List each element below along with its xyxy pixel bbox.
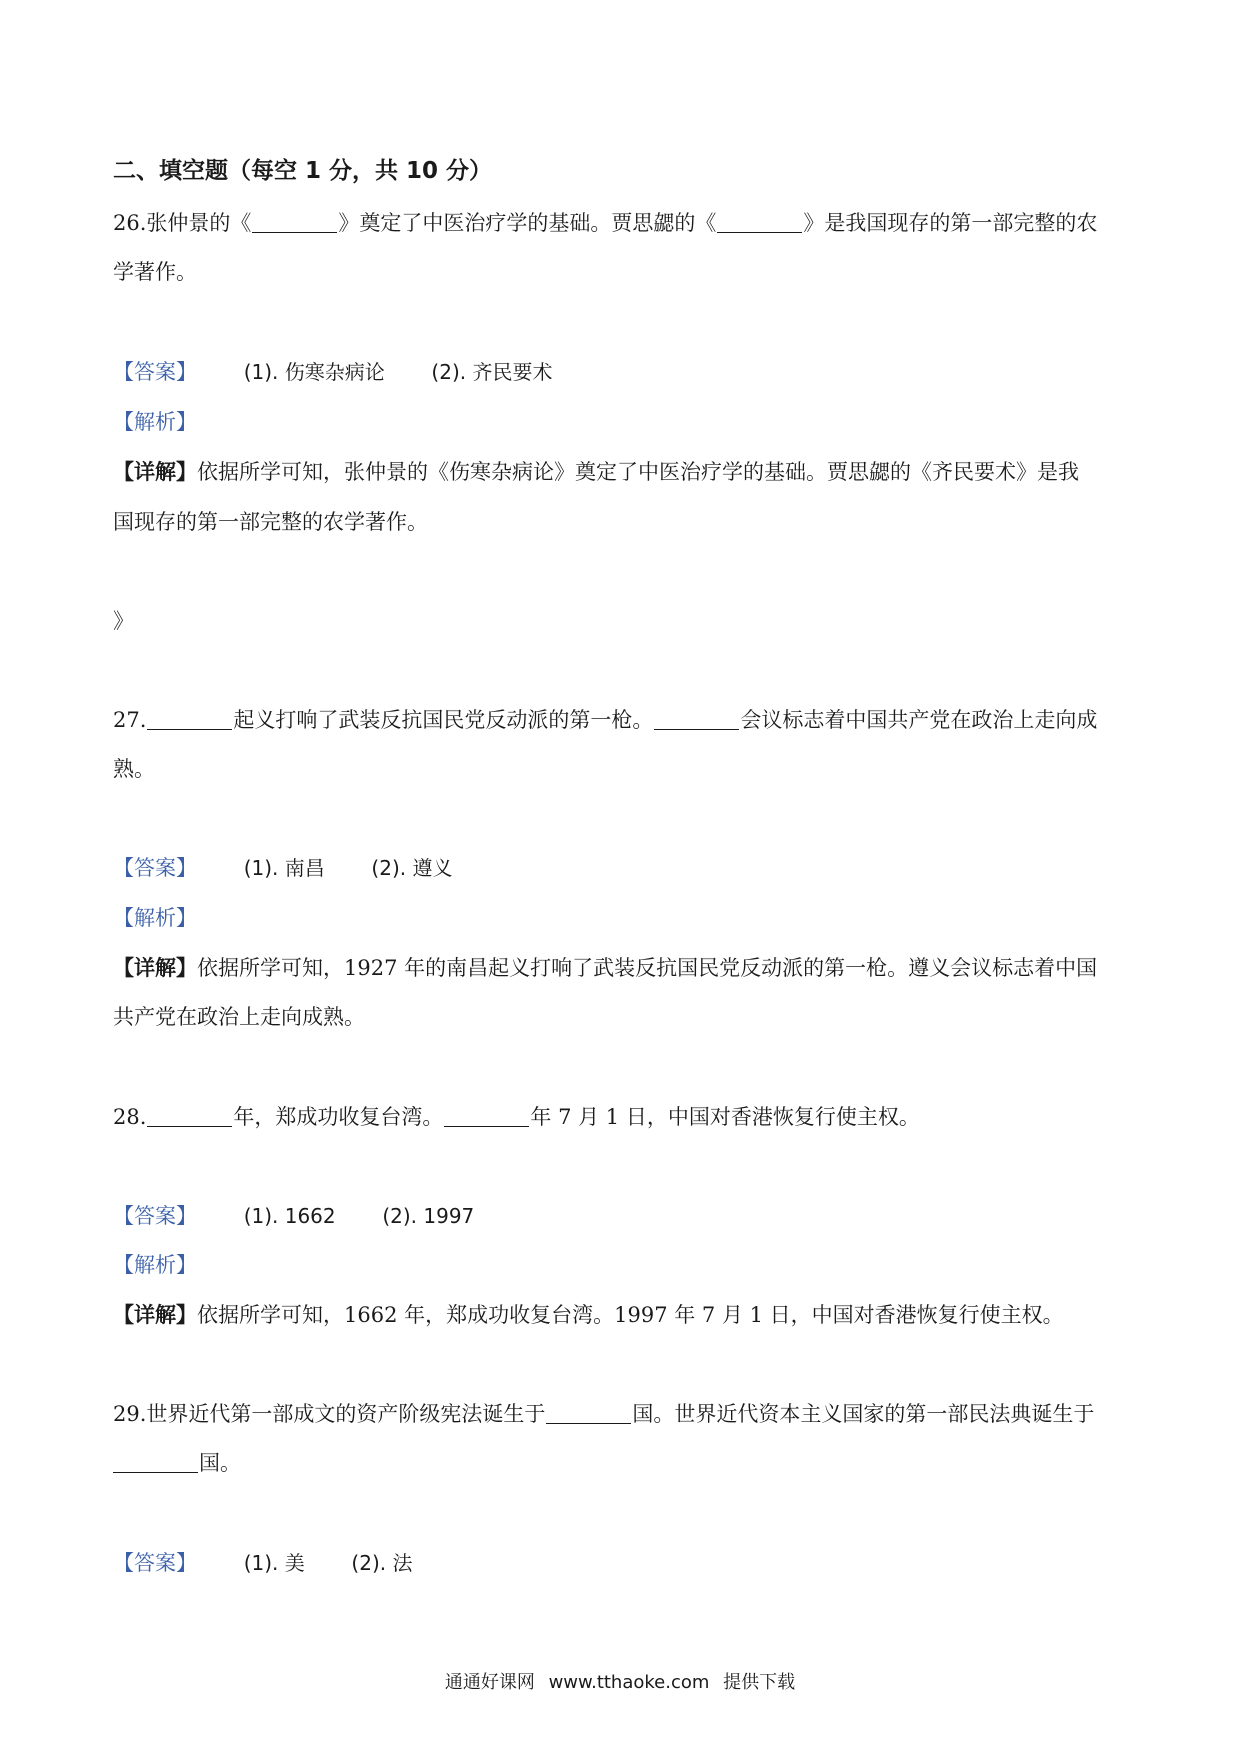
q26-detail	[113, 457, 1133, 487]
q27-text-a: 27.	[113, 708, 147, 732]
q29-blank-2	[113, 1450, 198, 1473]
q28-detail	[113, 1300, 1133, 1330]
q29-blank-1	[546, 1401, 631, 1424]
q27-line2: 熟。	[113, 757, 155, 781]
q28-blank-1	[147, 1104, 232, 1127]
q26-text-a: 26.张仲景的《	[113, 211, 252, 235]
answer-label: 【答案】	[113, 1204, 197, 1228]
q26-detail-line2: 国现存的第一部完整的农学著作。	[113, 510, 428, 534]
q27-answer-2: (2). 遵义	[371, 856, 453, 880]
q27-detail-line1: 依据所学可知，1927 年的南昌起义打响了武装反抗国民党反动派的第一枪。遵义会议标志着中国	[197, 956, 1098, 980]
stray-mark: 》	[113, 609, 134, 633]
footer-suffix: 提供下载	[723, 1672, 796, 1693]
question-27	[113, 705, 1133, 735]
q29-text-line2: 国。	[199, 1451, 241, 1475]
q28-answer-1: (1). 1662	[243, 1204, 336, 1228]
q26-detail-line1: 依据所学可知，张仲景的《伤寒杂病论》奠定了中医治疗学的基础。贾思勰的《齐民要术》是我	[197, 460, 1079, 484]
q28-text-c: 年 7 月 1 日，中国对香港恢复行使主权。	[530, 1105, 920, 1129]
q27-analysis-label: 【解析】	[113, 906, 197, 930]
footer-site-name: 通通好课网	[444, 1672, 535, 1693]
q27-text-b: 起义打响了武装反抗国民党反动派的第一枪。	[233, 708, 654, 732]
q26-answer	[113, 357, 1133, 387]
detail-label: 【详解】	[113, 956, 197, 980]
q26-answer-2: (2). 齐民要术	[431, 360, 553, 384]
question-29	[113, 1399, 1133, 1429]
section-title: 二、填空题（每空 1 分，共 10 分）	[113, 158, 493, 184]
q28-blank-2	[444, 1104, 529, 1127]
q28-answer-2: (2). 1997	[382, 1204, 475, 1228]
answer-label: 【答案】	[113, 1551, 197, 1575]
answer-label: 【答案】	[113, 856, 197, 880]
q26-blank-1	[252, 210, 337, 233]
page-footer	[0, 1668, 1240, 1694]
q27-detail	[113, 953, 1133, 983]
q26-blank-2	[717, 210, 802, 233]
q27-detail-line2: 共产党在政治上走向成熟。	[113, 1005, 365, 1029]
q27-blank-1	[147, 707, 232, 730]
q28-analysis-label: 【解析】	[113, 1253, 197, 1277]
q27-answer-1: (1). 南昌	[243, 856, 325, 880]
q28-text-b: 年，郑成功收复台湾。	[233, 1105, 444, 1129]
q29-line2	[113, 1448, 1133, 1478]
answer-label: 【答案】	[113, 360, 197, 384]
q29-text-b: 国。世界近代资本主义国家的第一部民法典诞生于	[632, 1402, 1095, 1426]
q26-line2: 学著作。	[113, 260, 197, 284]
q29-text-a: 29.世界近代第一部成文的资产阶级宪法诞生于	[113, 1402, 546, 1426]
q26-answer-1: (1). 伤寒杂病论	[243, 360, 385, 384]
q29-answer-2: (2). 法	[351, 1551, 413, 1575]
q26-analysis-label: 【解析】	[113, 410, 197, 434]
question-28	[113, 1102, 1133, 1132]
q28-answer	[113, 1201, 1133, 1231]
q26-text-c: 》是我国现存的第一部完整的农	[803, 211, 1098, 235]
footer-url[interactable]: www.tthaoke.com	[548, 1672, 710, 1693]
q27-blank-2	[654, 707, 739, 730]
question-26	[113, 208, 1133, 238]
q28-text-a: 28.	[113, 1105, 147, 1129]
detail-label: 【详解】	[113, 1303, 197, 1327]
detail-label: 【详解】	[113, 460, 197, 484]
q26-text-b: 》奠定了中医治疗学的基础。贾思勰的《	[338, 211, 717, 235]
q27-answer	[113, 853, 1133, 883]
q27-text-c: 会议标志着中国共产党在政治上走向成	[740, 708, 1098, 732]
q29-answer	[113, 1548, 1133, 1578]
q28-detail-line1: 依据所学可知，1662 年，郑成功收复台湾。1997 年 7 月 1 日，中国对香港恢复行使主权。	[197, 1303, 1064, 1327]
q29-answer-1: (1). 美	[243, 1551, 305, 1575]
